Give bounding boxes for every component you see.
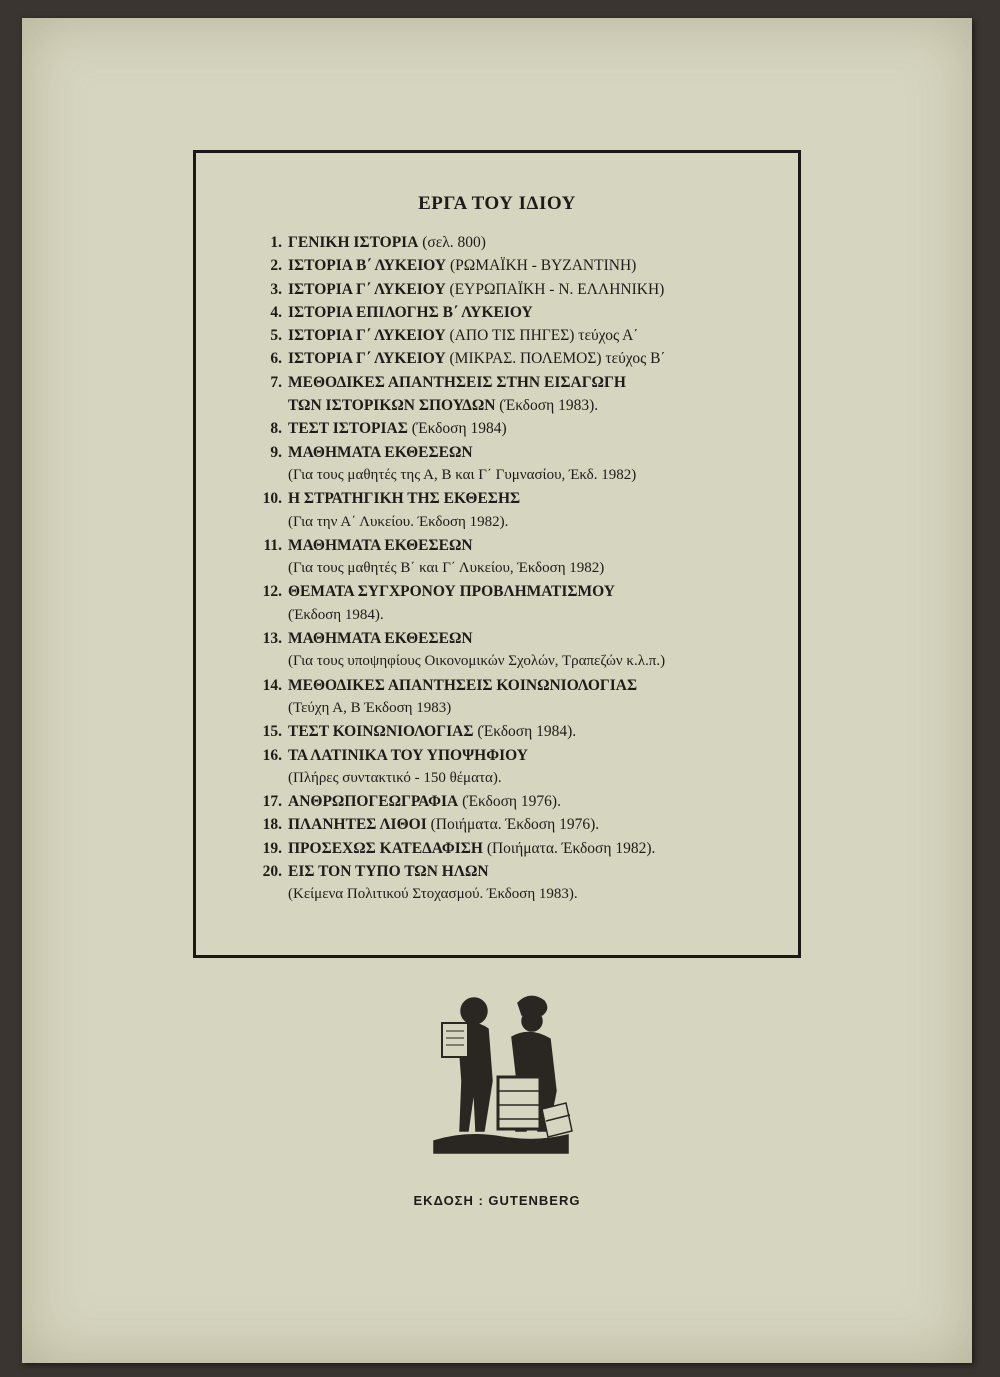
work-title: ΙΣΤΟΡΙΑ Γ΄ ΛΥΚΕΙΟΥ — [288, 327, 446, 345]
work-title-continuation: ΤΩΝ ΙΣΤΟΡΙΚΩΝ ΣΠΟΥΔΩΝ — [288, 397, 496, 415]
work-title: ΘΕΜΑΤΑ ΣΥΓΧΡΟΝΟΥ ΠΡΟΒΛΗΜΑΤΙΣΜΟΥ — [288, 583, 615, 601]
work-number: 2. — [270, 257, 282, 275]
work-number: 20. — [262, 863, 282, 881]
work-title: ΑΝΘΡΩΠΟΓΕΩΓΡΑΦΙΑ — [288, 793, 459, 811]
work-subtitle: (Για τους μαθητές Β΄ και Γ΄ Λυκείου, Έκδοση 1982) — [288, 560, 605, 577]
work-number: 8. — [270, 420, 282, 438]
work-detail: (ΑΠΟ ΤΙΣ ΠΗΓΕΣ) τεύχος Α΄ — [449, 327, 639, 345]
work-detail: (Έκδοση 1984). — [477, 723, 577, 741]
work-title: ΠΡΟΣΕΧΩΣ ΚΑΤΕΔΑΦΙΣΗ — [288, 839, 483, 857]
work-item — [253, 417, 793, 440]
work-subtitle: (Κείμενα Πολιτικού Στοχασμού. Έκδοση 1983). — [288, 886, 578, 903]
work-subtitle: (Τεύχη Α, Β Έκδοση 1983) — [288, 699, 452, 716]
work-title: ΕΙΣ ΤΟΝ ΤΥΠΟ ΤΩΝ ΗΛΩΝ — [288, 863, 489, 881]
work-item — [253, 580, 793, 603]
work-number: 9. — [270, 443, 282, 461]
work-item — [253, 837, 793, 860]
publisher-imprint: ΕΚΔΟΣΗ : GUTENBERG — [413, 1193, 581, 1208]
works-list — [253, 231, 793, 907]
work-item — [253, 744, 793, 767]
work-title: Η ΣΤΡΑΤΗΓΙΚΗ ΤΗΣ ΕΚΘΕΣΗΣ — [288, 490, 521, 508]
work-number: 10. — [262, 490, 282, 508]
work-title: ΠΛΑΝΗΤΕΣ ΛΙΘΟΙ — [288, 816, 427, 834]
book-back-cover — [22, 18, 972, 1363]
work-title: ΤΑ ΛΑΤΙΝΙΚΑ ΤΟΥ ΥΠΟΨΗΦΙΟΥ — [288, 746, 528, 764]
work-number: 18. — [262, 816, 282, 834]
work-detail: (ΕΥΡΩΠΑΪΚΗ - Ν. ΕΛΛΗΝΙΚΗ) — [449, 280, 665, 298]
work-number: 19. — [262, 839, 282, 857]
work-item — [253, 301, 793, 324]
printers-woodcut-icon — [426, 981, 576, 1159]
work-subtitle: (Έκδοση 1984). — [288, 606, 384, 623]
work-title: ΜΑΘΗΜΑΤΑ ΕΚΘΕΣΕΩΝ — [288, 630, 473, 648]
works-heading: ΕΡΓΑ ΤΟΥ ΙΔΙΟΥ — [418, 193, 576, 214]
work-detail: (ΡΩΜΑΪΚΗ - ΒΥΖΑΝΤΙΝΗ) — [450, 257, 637, 275]
work-number: 3. — [270, 280, 282, 298]
work-title: ΜΕΘΟΔΙΚΕΣ ΑΠΑΝΤΗΣΕΙΣ ΣΤΗΝ ΕΙΣΑΓΩΓΗ — [288, 373, 626, 391]
work-item — [253, 674, 793, 697]
work-item-continuation — [253, 394, 793, 417]
work-item — [253, 231, 793, 254]
work-item — [253, 254, 793, 277]
work-number: 16. — [262, 746, 282, 764]
work-item — [253, 627, 793, 650]
work-title: ΤΕΣΤ ΚΟΙΝΩΝΙΟΛΟΓΙΑΣ — [288, 723, 474, 741]
work-subtitle: (Για τους υποψηφίους Οικονομικών Σχολών, Τραπεζών κ.λ.π.) — [288, 653, 666, 670]
work-title: ΤΕΣΤ ΙΣΤΟΡΙΑΣ — [288, 420, 408, 438]
work-number: 17. — [262, 793, 282, 811]
work-subtitle: (Πλήρες συντακτικό - 150 θέματα). — [288, 769, 502, 786]
work-item — [253, 278, 793, 301]
work-number: 7. — [270, 373, 282, 391]
work-number: 4. — [270, 303, 282, 321]
work-item — [253, 534, 793, 557]
work-title: ΙΣΤΟΡΙΑ Β΄ ΛΥΚΕΙΟΥ — [288, 257, 447, 275]
work-detail: (Έκδοση 1976). — [462, 793, 561, 811]
work-item — [253, 441, 793, 464]
work-item — [253, 790, 793, 813]
work-item — [253, 720, 793, 743]
work-subtitle: (Για την Α΄ Λυκείου. Έκδοση 1982). — [288, 513, 509, 530]
work-number: 15. — [262, 723, 282, 741]
work-detail: (σελ. 800) — [422, 234, 486, 251]
work-title: ΓΕΝΙΚΗ ΙΣΤΟΡΙΑ — [288, 234, 419, 251]
work-title: ΜΑΘΗΜΑΤΑ ΕΚΘΕΣΕΩΝ — [288, 536, 473, 554]
work-item — [253, 813, 793, 836]
work-detail: (Έκδοση 1984) — [411, 420, 507, 438]
work-number: 6. — [270, 350, 282, 368]
work-title: ΙΣΤΟΡΙΑ Γ΄ ΛΥΚΕΙΟΥ — [288, 280, 446, 298]
work-item — [253, 860, 793, 883]
work-number: 13. — [262, 630, 282, 648]
work-item — [253, 347, 793, 370]
work-number: 12. — [262, 583, 282, 601]
work-item — [253, 324, 793, 347]
work-detail: (ΜΙΚΡΑΣ. ΠΟΛΕΜΟΣ) τεύχος Β΄ — [449, 350, 666, 368]
work-title: ΜΕΘΟΔΙΚΕΣ ΑΠΑΝΤΗΣΕΙΣ ΚΟΙΝΩΝΙΟΛΟΓΙΑΣ — [288, 676, 638, 694]
work-detail: (Έκδοση 1983). — [499, 397, 599, 415]
work-detail: (Ποιήματα. Έκδοση 1976). — [430, 816, 600, 834]
work-title: ΙΣΤΟΡΙΑ ΕΠΙΛΟΓΗΣ Β΄ ΛΥΚΕΙΟΥ — [288, 303, 533, 321]
works-frame — [193, 150, 801, 958]
work-number: 14. — [262, 676, 282, 694]
work-detail: (Ποιήματα. Έκδοση 1982). — [486, 839, 656, 857]
work-title: ΜΑΘΗΜΑΤΑ ΕΚΘΕΣΕΩΝ — [288, 443, 473, 461]
work-number: 1. — [270, 234, 282, 251]
work-title: ΙΣΤΟΡΙΑ Γ΄ ΛΥΚΕΙΟΥ — [288, 350, 446, 368]
work-number: 11. — [263, 536, 282, 554]
work-subtitle: (Για τους μαθητές της Α, Β και Γ΄ Γυμνασίου, Έκδ. 1982) — [288, 466, 637, 483]
work-number: 5. — [270, 327, 282, 345]
work-item — [253, 487, 793, 510]
work-item — [253, 371, 793, 394]
